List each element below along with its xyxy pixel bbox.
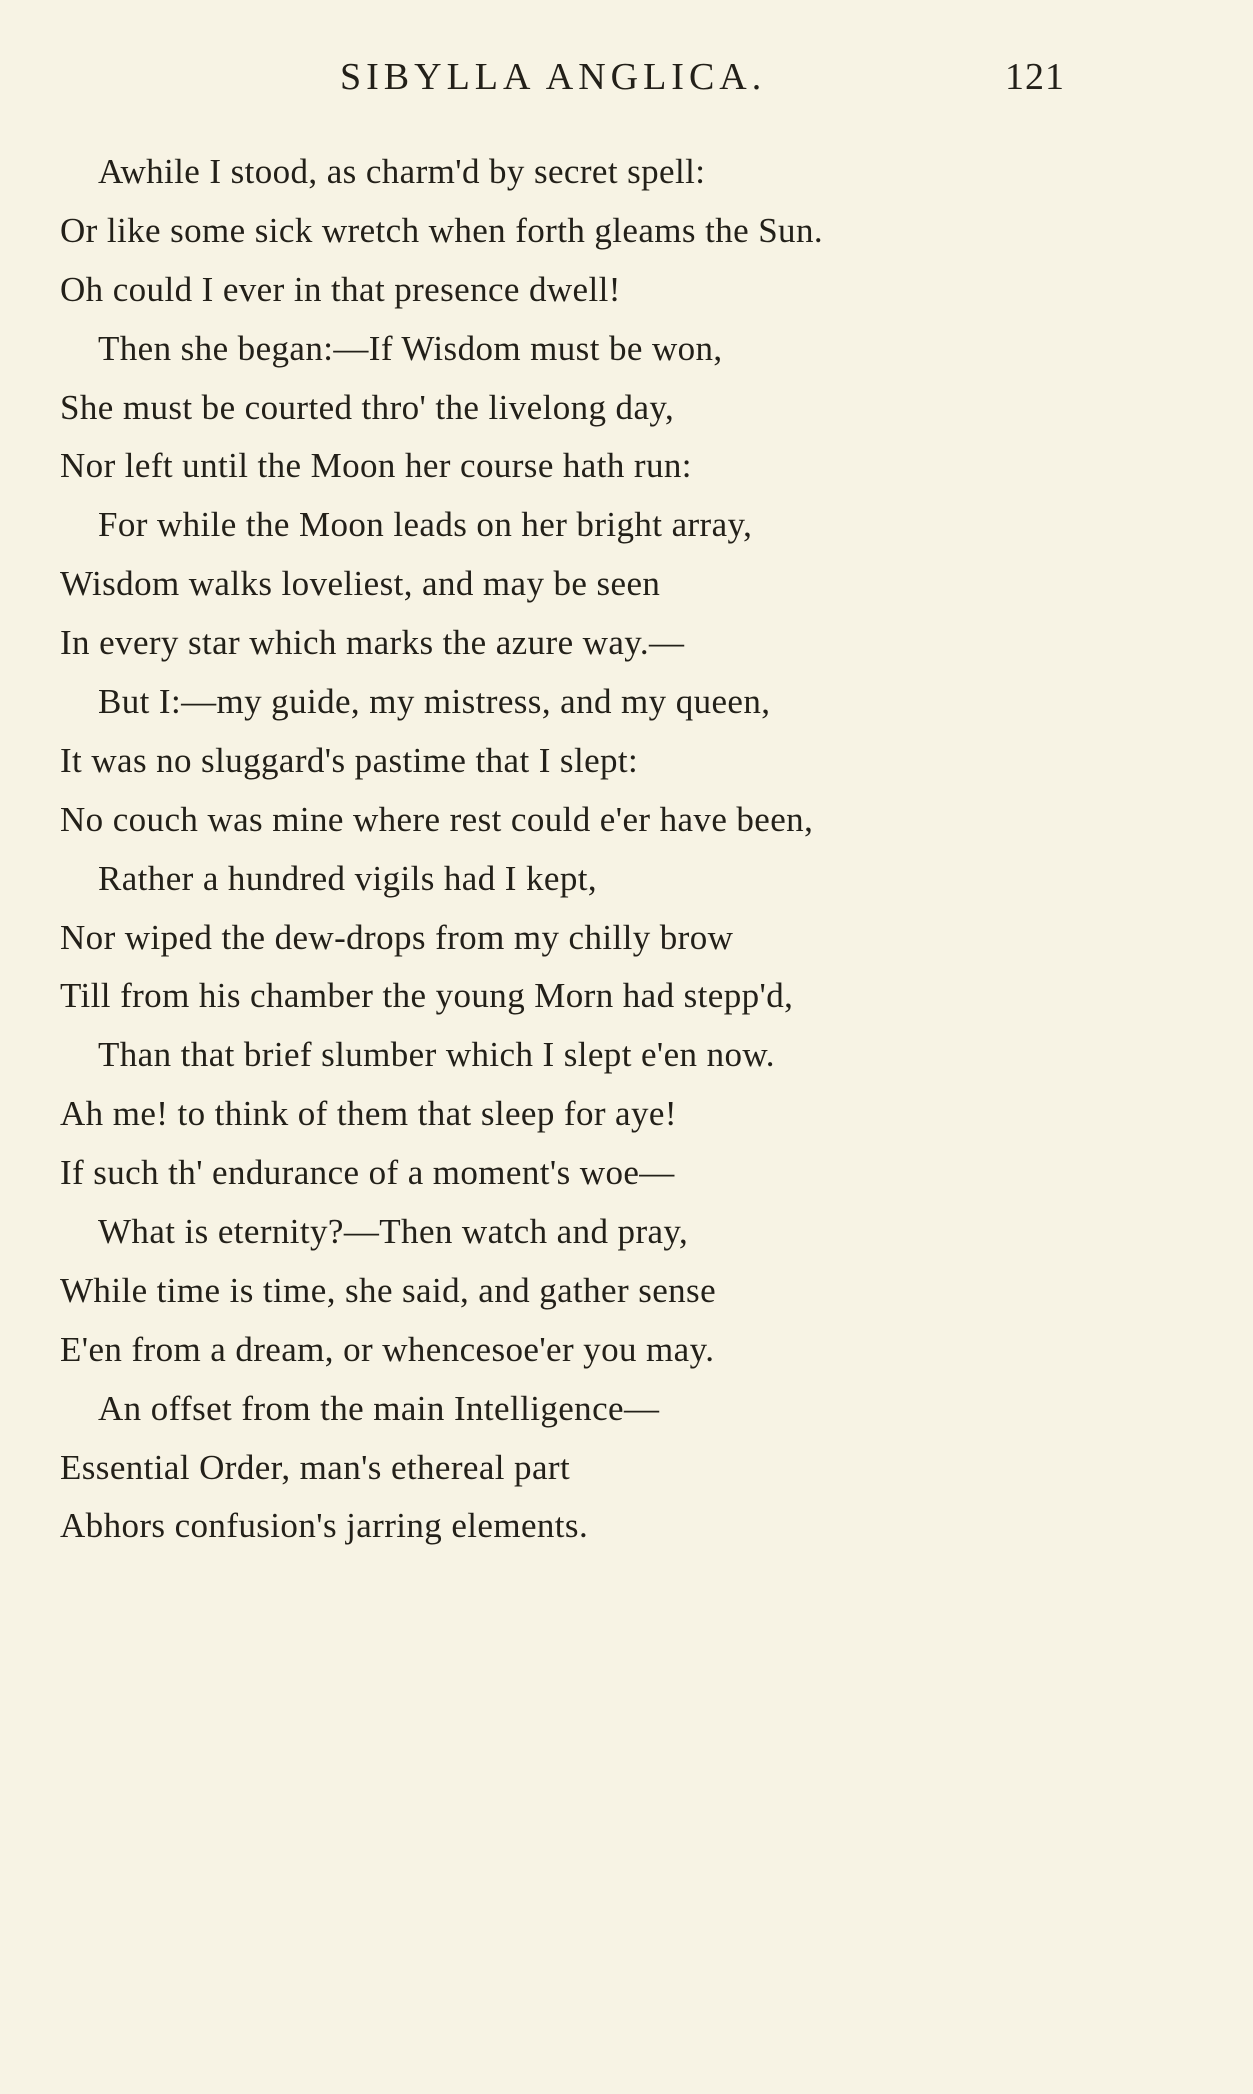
- poem-line: But I:—my guide, my mistress, and my queen,: [98, 682, 771, 722]
- poem-line: Abhors confusion's jarring elements.: [60, 1506, 589, 1546]
- poem-line: Oh could I ever in that presence dwell!: [60, 269, 621, 309]
- running-head: [0, 52, 1253, 102]
- poem-line: Rather a hundred vigils had I kept,: [98, 858, 598, 898]
- poem-line: While time is time, she said, and gather sense: [60, 1270, 717, 1310]
- poem-line: It was no sluggard's pastime that I slept:: [60, 740, 639, 780]
- poem-line: If such th' endurance of a moment's woe—: [60, 1153, 675, 1193]
- poem-line: Nor wiped the dew-drops from my chilly brow: [60, 917, 734, 957]
- page-number: 121: [1005, 56, 1065, 98]
- poem-line: E'en from a dream, or whencesoe'er you may.: [60, 1329, 715, 1369]
- poem-line: Essential Order, man's ethereal part: [60, 1447, 571, 1487]
- running-title: SIBYLLA ANGLICA.: [340, 56, 767, 98]
- poem-line: Till from his chamber the young Morn had stepp'd,: [60, 976, 794, 1016]
- poem-body: [60, 143, 1210, 1556]
- poem-line: Wisdom walks loveliest, and may be seen: [60, 564, 661, 604]
- poem-line: No couch was mine where rest could e'er have been,: [60, 799, 814, 839]
- poem-line: She must be courted thro' the livelong day,: [60, 387, 675, 427]
- poem-line: Awhile I stood, as charm'd by secret spell:: [98, 152, 706, 191]
- poem-line: Or like some sick wretch when forth gleams the Sun.: [60, 210, 824, 250]
- poem-line: Then she began:—If Wisdom must be won,: [98, 328, 723, 368]
- poem-line: What is eternity?—Then watch and pray,: [98, 1212, 689, 1252]
- poem-line: An offset from the main Intelligence—: [98, 1388, 660, 1428]
- poem-line: Nor left until the Moon her course hath run:: [60, 446, 692, 486]
- poem-line: In every star which marks the azure way.—: [60, 623, 685, 663]
- poem-line: Ah me! to think of them that sleep for aye!: [60, 1094, 677, 1134]
- poem-line: Than that brief slumber which I slept e'en now.: [98, 1035, 775, 1075]
- poem-line: For while the Moon leads on her bright array,: [98, 505, 753, 545]
